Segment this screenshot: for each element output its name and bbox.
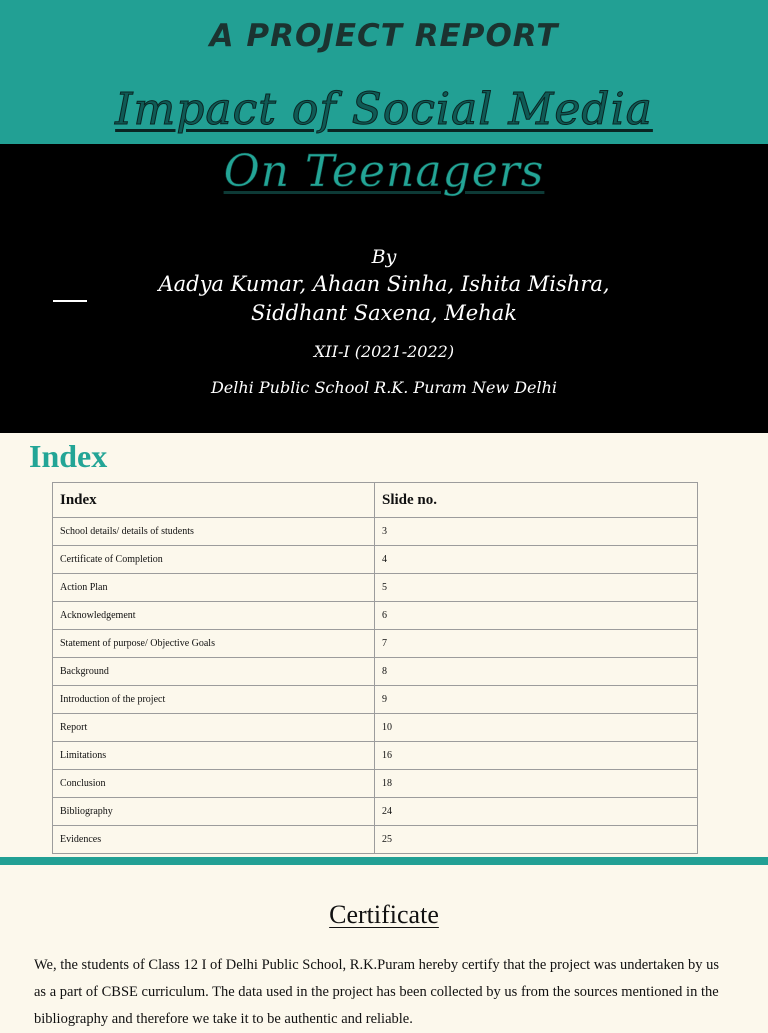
author-names: Aadya Kumar, Ahaan Sinha, Ishita Mishra, Siddhant Saxena, Mehak xyxy=(158,272,610,325)
table-row xyxy=(53,714,698,742)
index-table xyxy=(52,482,698,854)
slide-number: 25 xyxy=(375,826,698,854)
index-entry: Background xyxy=(53,658,375,686)
table-row xyxy=(53,602,698,630)
slide-number: 3 xyxy=(375,518,698,546)
slide-number: 16 xyxy=(375,742,698,770)
table-row xyxy=(53,546,698,574)
table-row xyxy=(53,742,698,770)
class-year: XII-I (2021-2022) xyxy=(313,342,455,361)
column-header-slide-no: Slide no. xyxy=(375,483,698,518)
slide-number: 5 xyxy=(375,574,698,602)
report-kicker: A PROJECT REPORT xyxy=(209,18,559,54)
table-row xyxy=(53,574,698,602)
index-entry: Evidences xyxy=(53,826,375,854)
table-row xyxy=(53,798,698,826)
slide-number: 18 xyxy=(375,770,698,798)
table-row xyxy=(53,658,698,686)
slide-number: 10 xyxy=(375,714,698,742)
table-row xyxy=(53,826,698,854)
index-heading: Index xyxy=(29,438,108,474)
certificate-heading: Certificate xyxy=(329,900,439,929)
index-entry: Conclusion xyxy=(53,770,375,798)
slide-number: 8 xyxy=(375,658,698,686)
index-entry: Limitations xyxy=(53,742,375,770)
index-entry: Bibliography xyxy=(53,798,375,826)
index-entry: Certificate of Completion xyxy=(53,546,375,574)
index-entry: Report xyxy=(53,714,375,742)
byline-label: By xyxy=(371,246,397,268)
slide-number: 4 xyxy=(375,546,698,574)
index-table-header-row xyxy=(53,483,698,518)
index-entry: Introduction of the project xyxy=(53,686,375,714)
index-entry: Acknowledgement xyxy=(53,602,375,630)
table-row xyxy=(53,770,698,798)
section-divider xyxy=(0,857,768,865)
certificate-body: We, the students of Class 12 I of Delhi Public School, R.K.Puram hereby certify that the project was undertaken by us as a part of CBSE curriculum. The data used in the project has been collected by us from the sources mentioned in the bibliography and therefore we take it to be authentic and reliable. xyxy=(34,957,720,1027)
slide-number: 7 xyxy=(375,630,698,658)
index-entry: Action Plan xyxy=(53,574,375,602)
report-title-line-2: On Teenagers xyxy=(223,146,545,197)
report-title-line-1: Impact of Social Media xyxy=(115,84,653,135)
table-row xyxy=(53,686,698,714)
school-name: Delhi Public School R.K. Puram New Delhi xyxy=(210,378,558,397)
slide-number: 6 xyxy=(375,602,698,630)
index-entry: School details/ details of students xyxy=(53,518,375,546)
slide-number: 9 xyxy=(375,686,698,714)
column-header-index: Index xyxy=(53,483,375,518)
table-row xyxy=(53,630,698,658)
table-row xyxy=(53,518,698,546)
index-entry: Statement of purpose/ Objective Goals xyxy=(53,630,375,658)
slide-number: 24 xyxy=(375,798,698,826)
decorative-dash xyxy=(53,300,87,302)
